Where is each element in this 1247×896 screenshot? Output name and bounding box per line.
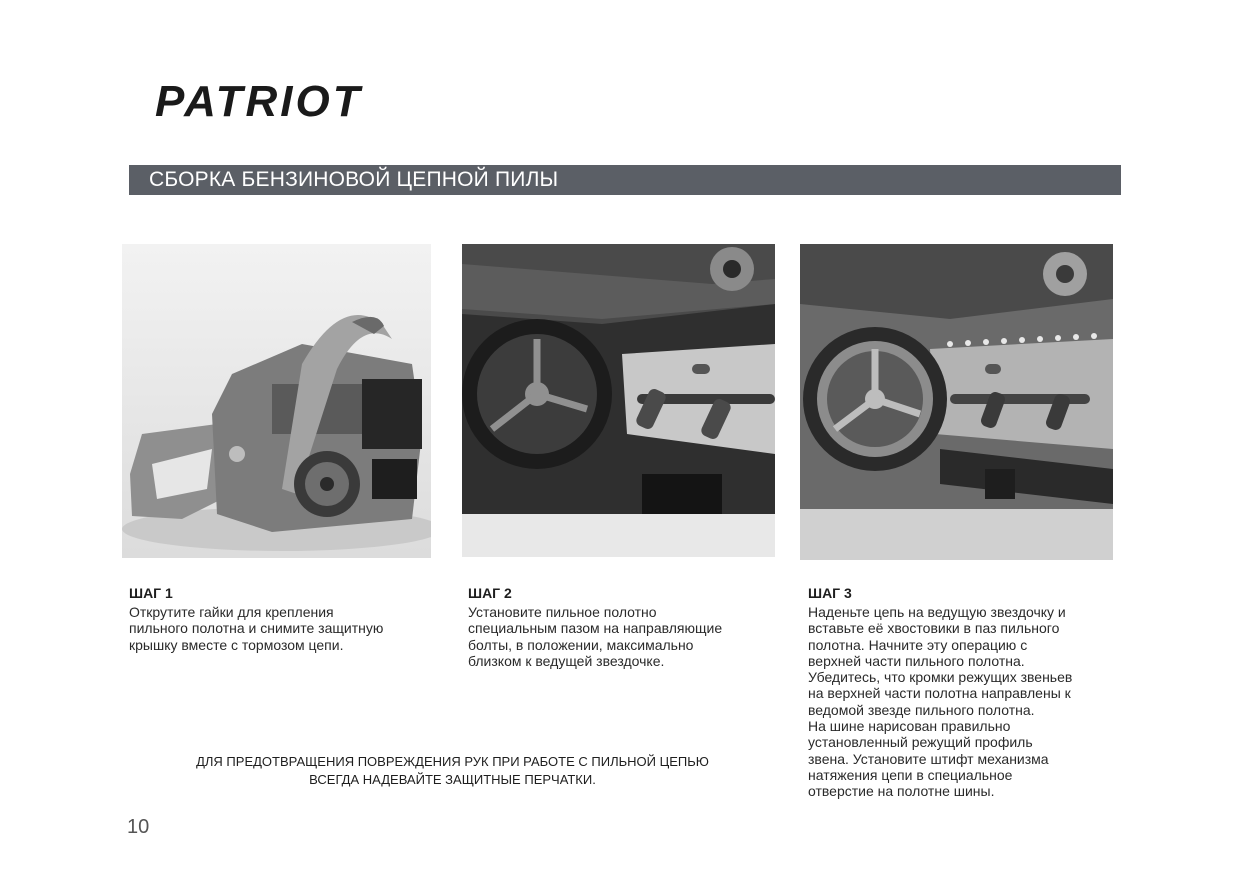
step-3 — [808, 584, 1148, 800]
section-title: СБОРКА БЕНЗИНОВОЙ ЦЕПНОЙ ПИЛЫ — [149, 168, 559, 191]
page-number: 10 — [127, 816, 150, 838]
brand-logo-text: PATRIOT — [155, 77, 363, 124]
step-3-text: Наденьте цепь на ведущую звездочку и вставьте её хвостовики в паз пильного полотна. Начните эту операцию с верхней части пильного полотна. Убедитесь, что кромки режущих звеньев на верхней части полотна направлены к ведомой звезде пильного полотна. На шине нарисован правильно установленный режущий профиль звена. Установите штифт механизма натяжения цепи в специальное отверстие на полотне шины. — [808, 604, 1073, 800]
step-1-title: ШАГ 1 — [129, 585, 173, 601]
step-2-text: Установите пильное полотно специальным пазом на направляющие болты, в положении, максимально близком к ведущей звездочке. — [468, 604, 723, 669]
step-2-photo — [462, 244, 775, 557]
step-3-title: ШАГ 3 — [808, 585, 852, 601]
brand-logo — [153, 76, 413, 124]
step-1 — [129, 584, 449, 653]
step-1-photo — [122, 244, 431, 558]
step-3-photo — [800, 244, 1113, 560]
section-title-banner — [129, 165, 1121, 195]
step-2-title: ШАГ 2 — [468, 585, 512, 601]
step-1-text: Открутите гайки для крепления пильного полотна и снимите защитную крышку вместе с тормозом цепи. — [129, 604, 384, 653]
step-2 — [468, 584, 788, 669]
safety-warning: ДЛЯ ПРЕДОТВРАЩЕНИЯ ПОВРЕЖДЕНИЯ РУК ПРИ РАБОТЕ С ПИЛЬНОЙ ЦЕПЬЮ ВСЕГДА НАДЕВАЙТЕ ЗАЩИТНЫЕ ПЕРЧАТКИ. — [196, 754, 709, 787]
